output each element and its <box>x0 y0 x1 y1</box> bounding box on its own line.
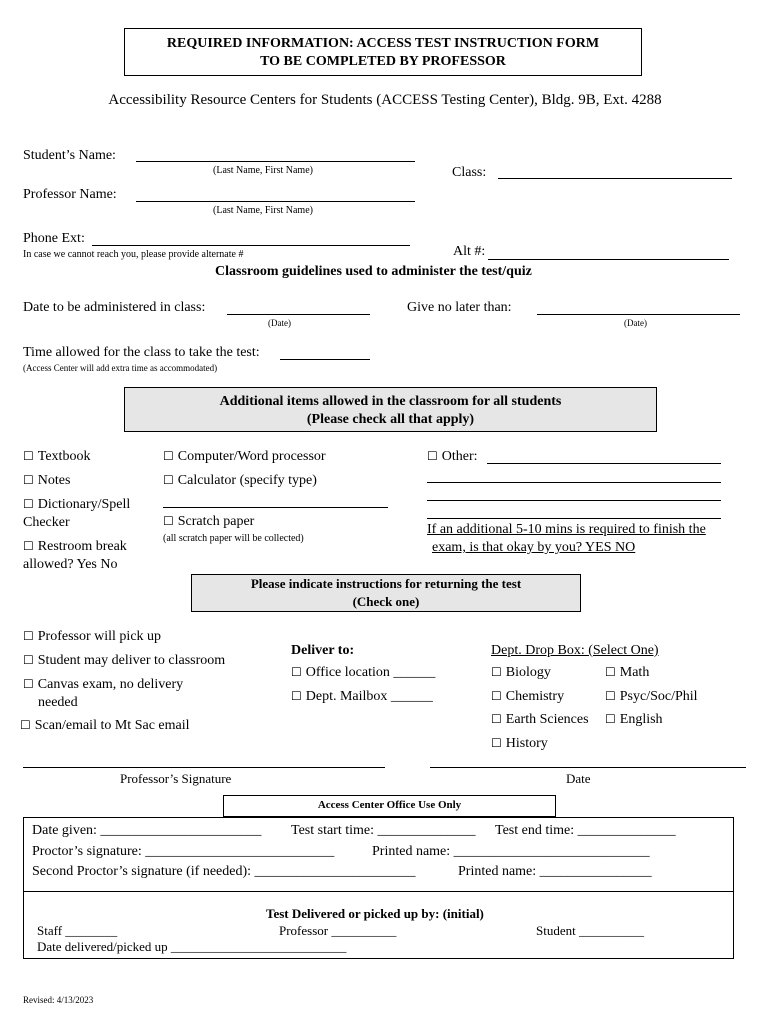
form-subtitle: Accessibility Resource Centers for Students (ACCESS Testing Center), Bldg. 9B, Ext. 4288 <box>108 92 662 108</box>
proctor-signature-field[interactable]: Proctor’s signature: ___________________________ <box>32 844 335 859</box>
restroom-label-line2: allowed? Yes No <box>23 557 118 572</box>
math-checkbox[interactable]: ☐ Math <box>605 665 649 681</box>
biology-checkbox[interactable]: ☐ Biology <box>491 665 551 681</box>
professor-name-field[interactable] <box>136 201 415 202</box>
phone-ext-field[interactable] <box>92 245 410 246</box>
student-name-hint: (Last Name, First Name) <box>213 165 313 176</box>
restroom-checkbox[interactable]: ☐ Restroom break <box>23 539 127 555</box>
give-no-later-hint: (Date) <box>624 318 647 328</box>
professor-name-hint: (Last Name, First Name) <box>213 205 313 216</box>
revised-date: Revised: 4/13/2023 <box>23 995 94 1005</box>
dept-mailbox-checkbox[interactable]: ☐ Dept. Mailbox ______ <box>291 689 433 705</box>
professor-signature-field[interactable] <box>23 767 385 768</box>
give-no-later-field[interactable] <box>537 314 740 315</box>
class-label: Class: <box>452 165 487 180</box>
extra-time-question-line1: If an additional 5-10 mins is required to finish the <box>427 522 706 537</box>
psyc-soc-phil-checkbox[interactable]: ☐ Psyc/Soc/Phil <box>605 689 698 705</box>
student-name-label: Student’s Name: <box>23 148 116 163</box>
scan-email-checkbox[interactable]: ☐ Scan/email to Mt Sac email <box>20 718 190 734</box>
other-field-4[interactable] <box>427 518 721 519</box>
returning-heading-line1: Please indicate instructions for returning the test <box>250 576 522 591</box>
time-allowed-hint: (Access Center will add extra time as accommodated) <box>23 363 218 373</box>
signature-date-field[interactable] <box>430 767 746 768</box>
printed-name-field-2[interactable]: Printed name: ________________ <box>458 864 652 879</box>
computer-checkbox[interactable]: ☐ Computer/Word processor <box>163 449 326 465</box>
printed-name-field-1[interactable]: Printed name: ____________________________ <box>372 844 650 859</box>
dictionary-label-line2: Checker <box>23 515 70 530</box>
calculator-type-field[interactable] <box>163 507 388 508</box>
form-title-line1: REQUIRED INFORMATION: ACCESS TEST INSTRUCTION FORM <box>166 36 600 51</box>
chemistry-checkbox[interactable]: ☐ Chemistry <box>491 689 564 705</box>
canvas-exam-checkbox[interactable]: ☐ Canvas exam, no delivery <box>23 677 183 693</box>
student-name-field[interactable] <box>136 161 415 162</box>
professor-initial-field[interactable]: Professor __________ <box>279 923 397 938</box>
professor-signature-label: Professor’s Signature <box>120 771 232 786</box>
signature-date-label: Date <box>566 771 591 786</box>
staff-initial-field[interactable]: Staff ________ <box>37 923 118 938</box>
deliver-to-heading: Deliver to: <box>291 643 355 658</box>
class-field[interactable] <box>498 178 732 179</box>
date-delivered-field[interactable]: Date delivered/picked up ___________________________ <box>37 939 347 954</box>
test-end-time-field[interactable]: Test end time: ______________ <box>495 823 676 838</box>
time-allowed-label: Time allowed for the class to take the test: <box>23 345 260 360</box>
date-administered-label: Date to be administered in class: <box>23 300 206 315</box>
returning-heading-line2: (Check one) <box>352 594 420 609</box>
form-title-line2: TO BE COMPLETED BY PROFESSOR <box>260 54 506 69</box>
office-location-checkbox[interactable]: ☐ Office location ______ <box>291 665 435 681</box>
date-administered-hint: (Date) <box>268 318 291 328</box>
office-use-heading: Access Center Office Use Only <box>317 799 462 811</box>
professor-name-label: Professor Name: <box>23 187 117 202</box>
canvas-exam-label-line2: needed <box>38 695 78 710</box>
english-checkbox[interactable]: ☐ English <box>605 712 663 728</box>
textbook-checkbox[interactable]: ☐ Textbook <box>23 449 90 465</box>
additional-items-heading-line2: (Please check all that apply) <box>306 412 475 427</box>
other-field-1[interactable] <box>487 463 721 464</box>
dictionary-checkbox[interactable]: ☐ Dictionary/Spell <box>23 497 130 513</box>
professor-pickup-checkbox[interactable]: ☐ Professor will pick up <box>23 629 161 645</box>
student-deliver-checkbox[interactable]: ☐ Student may deliver to classroom <box>23 653 225 669</box>
other-field-2[interactable] <box>427 482 721 483</box>
student-initial-field[interactable]: Student __________ <box>536 923 644 938</box>
alt-number-field[interactable] <box>488 259 729 260</box>
notes-checkbox[interactable]: ☐ Notes <box>23 473 70 489</box>
second-proctor-signature-field[interactable]: Second Proctor’s signature (if needed): _______________________ <box>32 864 416 879</box>
date-given-field[interactable]: Date given: _______________________ <box>32 823 262 838</box>
date-administered-field[interactable] <box>227 314 370 315</box>
history-checkbox[interactable]: ☐ History <box>491 736 548 752</box>
other-checkbox[interactable]: ☐ Other: <box>427 449 478 465</box>
alt-number-label: Alt #: <box>453 244 486 259</box>
phone-ext-hint: In case we cannot reach you, please provide alternate # <box>23 249 244 260</box>
additional-items-heading-line1: Additional items allowed in the classroom for all students <box>219 394 562 409</box>
guidelines-heading: Classroom guidelines used to administer the test/quiz <box>215 264 532 279</box>
test-start-time-field[interactable]: Test start time: ______________ <box>291 823 476 838</box>
dropbox-heading: Dept. Drop Box: (Select One) <box>491 643 659 658</box>
phone-ext-label: Phone Ext: <box>23 231 85 246</box>
other-field-3[interactable] <box>427 500 721 501</box>
scratch-paper-checkbox[interactable]: ☐ Scratch paper <box>163 514 254 530</box>
calculator-checkbox[interactable]: ☐ Calculator (specify type) <box>163 473 317 489</box>
give-no-later-label: Give no later than: <box>407 300 512 315</box>
earth-sciences-checkbox[interactable]: ☐ Earth Sciences <box>491 712 589 728</box>
delivered-heading: Test Delivered or picked up by: (initial) <box>266 906 484 921</box>
time-allowed-field[interactable] <box>280 359 370 360</box>
extra-time-question-line2: exam, is that okay by you? YES NO <box>432 540 636 555</box>
scratch-paper-hint: (all scratch paper will be collected) <box>163 533 304 544</box>
